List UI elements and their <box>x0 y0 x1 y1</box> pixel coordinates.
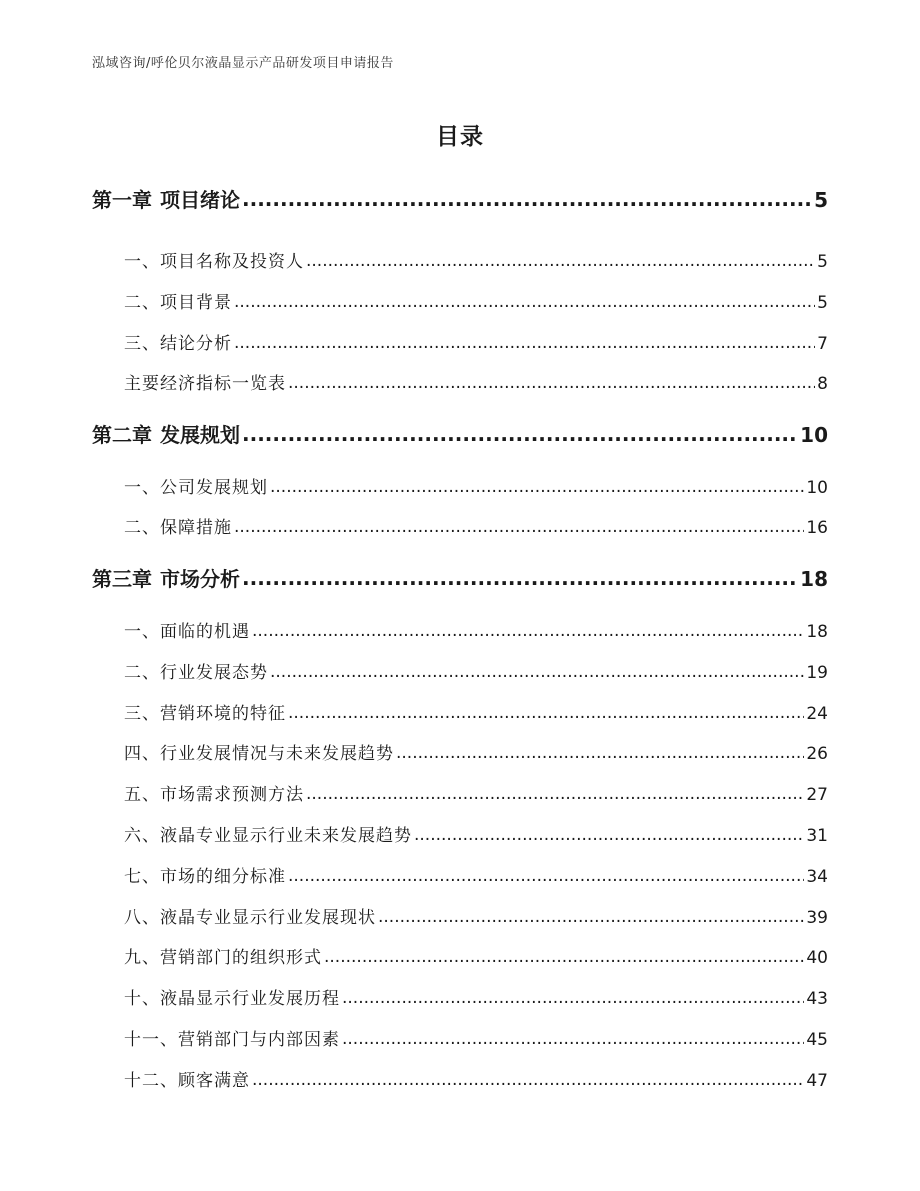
toc-section-title: 行业发展情况与未来发展趋势 <box>160 744 394 764</box>
toc-page-number: 5 <box>817 252 828 272</box>
toc-section-3-1[interactable] <box>124 617 828 642</box>
toc-section-title: 液晶专业显示行业未来发展趋势 <box>160 826 412 846</box>
toc-chapter-number: 第一章 <box>92 188 152 212</box>
toc-dot-leader <box>396 743 804 763</box>
toc-section-number: 十、 <box>124 989 160 1009</box>
toc-section-2-1[interactable] <box>124 473 828 498</box>
toc-section-number: 五、 <box>124 785 160 805</box>
toc-section-title: 液晶专业显示行业发展现状 <box>160 908 376 928</box>
toc-section-title: 营销环境的特征 <box>160 704 286 724</box>
toc-section-number: 一、 <box>124 252 160 272</box>
toc-page-number: 45 <box>806 1030 828 1050</box>
toc-dot-leader <box>306 784 804 804</box>
toc-dot-leader <box>242 187 812 211</box>
toc-section-title: 项目背景 <box>160 293 232 313</box>
toc-section-number: 三、 <box>124 704 160 724</box>
toc-section-3-7[interactable] <box>124 862 828 887</box>
toc-section-number: 十二、 <box>124 1071 178 1091</box>
toc-dot-leader <box>306 251 815 271</box>
toc-page-number: 16 <box>806 518 828 538</box>
toc-section-title: 营销部门与内部因素 <box>178 1030 340 1050</box>
toc-section-number: 二、 <box>124 293 160 313</box>
toc-section-3-2[interactable] <box>124 658 828 683</box>
toc-dot-leader <box>270 662 804 682</box>
toc-chapter-title: 发展规划 <box>160 423 240 447</box>
toc-section-1-2[interactable] <box>124 288 828 313</box>
toc-page-number: 8 <box>817 374 828 394</box>
toc-section-3-4[interactable] <box>124 739 828 764</box>
toc-chapter-number: 第三章 <box>92 567 152 591</box>
toc-section-3-12[interactable] <box>124 1066 828 1091</box>
toc-section-title: 公司发展规划 <box>160 478 268 498</box>
toc-section-number: 六、 <box>124 826 160 846</box>
toc-chapter-1[interactable] <box>92 184 828 213</box>
running-header: 泓域咨询/呼伦贝尔液晶显示产品研发项目申请报告 <box>92 56 394 71</box>
toc-page-number: 39 <box>806 908 828 928</box>
toc-dot-leader <box>252 1070 804 1090</box>
toc-dot-leader <box>270 477 804 497</box>
toc-page-number: 43 <box>806 989 828 1009</box>
toc-dot-leader <box>234 333 815 353</box>
toc-page-number: 7 <box>817 334 828 354</box>
toc-section-number: 十一、 <box>124 1030 178 1050</box>
toc-section-title: 市场的细分标准 <box>160 867 286 887</box>
toc-section-1-1[interactable] <box>124 247 828 272</box>
toc-dot-leader <box>234 292 815 312</box>
toc-page-number: 5 <box>817 293 828 313</box>
toc-page-number: 18 <box>800 567 828 591</box>
toc-chapter-title: 项目绪论 <box>160 188 240 212</box>
toc-page-number: 10 <box>806 478 828 498</box>
toc-page-number: 34 <box>806 867 828 887</box>
toc-dot-leader <box>252 621 804 641</box>
toc-section-3-6[interactable] <box>124 821 828 846</box>
toc-section-1-table[interactable] <box>124 369 828 394</box>
toc-section-2-2[interactable] <box>124 513 828 538</box>
toc-section-3-9[interactable] <box>124 943 828 968</box>
toc-section-title: 液晶显示行业发展历程 <box>160 989 340 1009</box>
toc-section-number: 三、 <box>124 334 160 354</box>
toc-page-number: 19 <box>806 663 828 683</box>
toc-section-title: 行业发展态势 <box>160 663 268 683</box>
toc-chapter-3[interactable] <box>92 563 828 592</box>
toc-section-title: 顾客满意 <box>178 1071 250 1091</box>
toc-dot-leader <box>378 907 804 927</box>
toc-page-number: 40 <box>806 948 828 968</box>
toc-section-number: 一、 <box>124 478 160 498</box>
toc-dot-leader <box>234 517 804 537</box>
toc-section-number: 二、 <box>124 518 160 538</box>
toc-section-3-3[interactable] <box>124 699 828 724</box>
toc-dot-leader <box>288 866 804 886</box>
toc-section-number: 二、 <box>124 663 160 683</box>
toc-dot-leader <box>342 988 804 1008</box>
toc-section-number: 八、 <box>124 908 160 928</box>
toc-page-number: 27 <box>806 785 828 805</box>
toc-page-number: 26 <box>806 744 828 764</box>
toc-section-3-5[interactable] <box>124 780 828 805</box>
toc-section-title: 面临的机遇 <box>160 622 250 642</box>
toc-page-number: 31 <box>806 826 828 846</box>
toc-section-3-8[interactable] <box>124 903 828 928</box>
toc-section-number: 四、 <box>124 744 160 764</box>
toc-page-number: 18 <box>806 622 828 642</box>
toc-dot-leader <box>242 566 798 590</box>
toc-dot-leader <box>288 373 815 393</box>
toc-section-title: 项目名称及投资人 <box>160 252 304 272</box>
toc-dot-leader <box>414 825 804 845</box>
toc-section-title: 结论分析 <box>160 334 232 354</box>
toc-section-number: 一、 <box>124 622 160 642</box>
toc-section-1-3[interactable] <box>124 329 828 354</box>
toc-page-number: 5 <box>814 188 828 212</box>
toc-section-title: 营销部门的组织形式 <box>160 948 322 968</box>
toc-section-3-11[interactable] <box>124 1025 828 1050</box>
toc-chapter-title: 市场分析 <box>160 567 240 591</box>
toc-section-number: 七、 <box>124 867 160 887</box>
toc-dot-leader <box>242 422 798 446</box>
toc-section-title: 市场需求预测方法 <box>160 785 304 805</box>
toc-page-number: 24 <box>806 704 828 724</box>
toc-section-title: 保障措施 <box>160 518 232 538</box>
toc-dot-leader <box>288 703 804 723</box>
toc-page-number: 47 <box>806 1071 828 1091</box>
toc-chapter-number: 第二章 <box>92 423 152 447</box>
toc-section-title: 主要经济指标一览表 <box>124 374 286 394</box>
page-title: 目录 <box>436 124 484 150</box>
toc-dot-leader <box>324 947 804 967</box>
toc-section-3-10[interactable] <box>124 984 828 1009</box>
toc-section-number: 九、 <box>124 948 160 968</box>
toc-dot-leader <box>342 1029 804 1049</box>
toc-page-number: 10 <box>800 423 828 447</box>
toc-chapter-2[interactable] <box>92 419 828 448</box>
